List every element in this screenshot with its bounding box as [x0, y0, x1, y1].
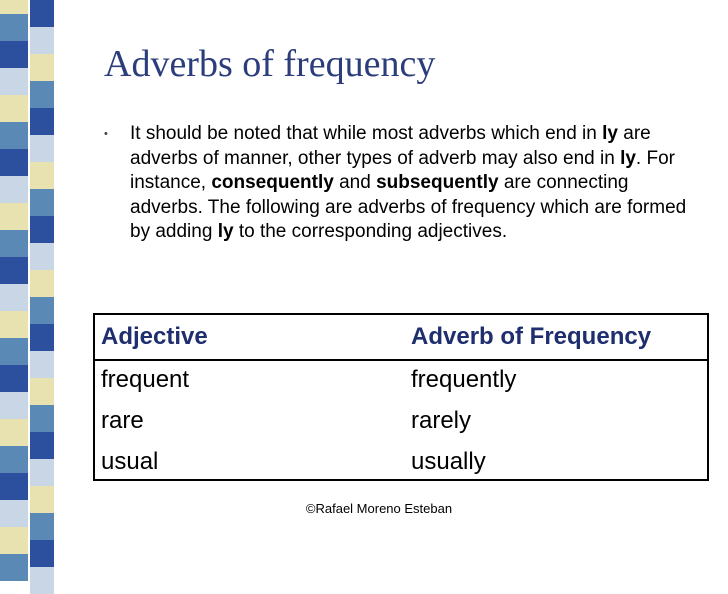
stripe-square	[30, 513, 54, 540]
bullet-segment: ly	[217, 221, 234, 242]
stripe-square	[30, 432, 54, 459]
header-adverb: Adverb of Frequency	[411, 323, 652, 350]
table-header-row	[95, 315, 707, 359]
table-row	[95, 400, 707, 441]
cell-adjective: usual	[101, 448, 159, 475]
bullet-text	[130, 122, 704, 245]
stripe-square	[30, 162, 54, 189]
cell-adjective: frequent	[101, 366, 190, 393]
stripe-square	[30, 54, 54, 81]
stripe-square	[30, 351, 54, 378]
footer-credit: ©Rafael Moreno Esteban	[305, 501, 453, 516]
stripe-square	[0, 473, 28, 500]
cell-adverb: frequently	[411, 366, 517, 393]
bullet-segment: It should be noted that while most adverbs which end in	[130, 123, 603, 144]
stripe-square	[0, 41, 28, 68]
bullet-segment: . For instance,	[130, 147, 675, 193]
stripe-square	[30, 270, 54, 297]
stripe-square	[30, 405, 54, 432]
stripe-square	[30, 216, 54, 243]
stripe-square	[0, 419, 28, 446]
cell-adverb: usually	[411, 448, 486, 475]
frequency-table	[93, 313, 709, 481]
stripe-square	[30, 378, 54, 405]
stripe-square	[0, 122, 28, 149]
stripe-square	[30, 135, 54, 162]
stripe-square	[30, 81, 54, 108]
stripe-square	[0, 257, 28, 284]
stripe-square	[0, 527, 28, 554]
stripe-square	[0, 149, 28, 176]
stripe-square	[30, 324, 54, 351]
stripe-square	[0, 14, 28, 41]
bullet-segment: ly	[620, 147, 636, 169]
stripe-square	[0, 0, 28, 14]
stripe-square	[0, 554, 28, 581]
bullet-segment: consequently	[211, 172, 334, 193]
table-row	[95, 359, 707, 400]
stripe-square	[30, 243, 54, 270]
cell-adjective: rare	[101, 407, 144, 434]
stripe-square	[0, 392, 28, 419]
stripe-square	[0, 68, 28, 95]
stripe-square	[0, 446, 28, 473]
stripe-square	[30, 189, 54, 216]
decorative-stripe	[0, 0, 60, 546]
stripe-square	[30, 459, 54, 486]
stripe-square	[0, 338, 28, 365]
bullet-segment: are adverbs of manner, other types of adverb may also end in	[130, 123, 651, 169]
stripe-square	[30, 567, 54, 594]
stripe-square	[0, 176, 28, 203]
stripe-square	[30, 297, 54, 324]
stripe-square	[30, 108, 54, 135]
bullet-segment: ly	[602, 123, 618, 144]
slide-title: Adverbs of frequency	[104, 43, 436, 85]
bullet-marker: •	[104, 128, 108, 140]
stripe-square	[30, 0, 54, 27]
cell-adverb: rarely	[411, 407, 472, 434]
bullet-point	[104, 122, 704, 245]
header-adjective: Adjective	[101, 323, 208, 350]
stripe-square	[30, 27, 54, 54]
bullet-segment: subsequently	[376, 172, 499, 193]
stripe-square	[0, 230, 28, 257]
stripe-square	[0, 284, 28, 311]
stripe-square	[0, 365, 28, 392]
bullet-segment: to the corresponding adjectives.	[233, 221, 508, 242]
bullet-segment: are connecting adverbs. The following are adverbs of frequency which are formed by adding	[130, 172, 687, 242]
table-row	[95, 441, 707, 482]
stripe-square	[0, 203, 28, 230]
stripe-square	[30, 540, 54, 567]
stripe-square	[0, 95, 28, 122]
bullet-segment: and	[333, 172, 377, 193]
stripe-square	[0, 311, 28, 338]
